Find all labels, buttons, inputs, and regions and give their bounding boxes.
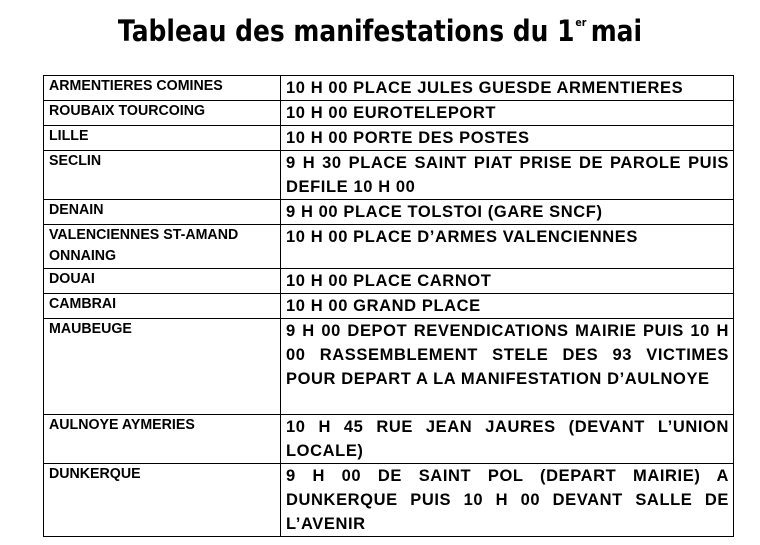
- details-cell: 10 H 00 PLACE JULES GUESDE ARMENTIERES: [281, 76, 734, 101]
- city-cell: LILLE: [44, 126, 281, 151]
- details-cell: 10 H 00 PORTE DES POSTES: [281, 126, 734, 151]
- city-cell: CAMBRAI: [44, 294, 281, 319]
- title-main: Tableau des manifestations du 1: [117, 14, 575, 48]
- city-cell: VALENCIENNES ST-AMAND ONNAING: [44, 225, 281, 269]
- table-row: [44, 225, 734, 269]
- details-cell: 9 H 00 DEPOT REVENDICATIONS MAIRIE PUIS 10 H 00 RASSEMBLEMENT STELE DES 93 VICTIMES POUR DEPART A LA MANIFESTATION D’AULNOYE: [281, 319, 734, 415]
- details-cell: 9 H 30 PLACE SAINT PIAT PRISE DE PAROLE PUIS DEFILE 10 H 00: [281, 151, 734, 200]
- details-cell: 9 H 00 PLACE TOLSTOI (GARE SNCF): [281, 200, 734, 225]
- city-cell: DOUAI: [44, 269, 281, 294]
- title-suffix: mai: [590, 14, 643, 48]
- city-cell: AULNOYE AYMERIES: [44, 415, 281, 464]
- city-cell: DUNKERQUE: [44, 464, 281, 537]
- table-row: [44, 101, 734, 126]
- city-cell: MAUBEUGE: [44, 319, 281, 415]
- title-superscript: er: [575, 16, 587, 29]
- table-row: [44, 76, 734, 101]
- events-table: [43, 75, 734, 537]
- table-row: [44, 464, 734, 537]
- city-cell: ARMENTIERES COMINES: [44, 76, 281, 101]
- table-row: [44, 415, 734, 464]
- city-cell: ROUBAIX TOURCOING: [44, 101, 281, 126]
- city-cell: SECLIN: [44, 151, 281, 200]
- details-cell: 10 H 00 PLACE CARNOT: [281, 269, 734, 294]
- details-cell: 10 H 00 EUROTELEPORT: [281, 101, 734, 126]
- table-row: [44, 269, 734, 294]
- details-cell: 10 H 00 PLACE D’ARMES VALENCIENNES: [281, 225, 734, 269]
- table-row: [44, 319, 734, 415]
- details-cell: 9 H 00 DE SAINT POL (DEPART MAIRIE) A DUNKERQUE PUIS 10 H 00 DEVANT SALLE DE L’AVENIR: [281, 464, 734, 537]
- details-cell: 10 H 45 RUE JEAN JAURES (DEVANT L’UNION LOCALE): [281, 415, 734, 464]
- table-row: [44, 126, 734, 151]
- table-row: [44, 151, 734, 200]
- page-title: [53, 14, 707, 48]
- details-cell: 10 H 00 GRAND PLACE: [281, 294, 734, 319]
- table-row: [44, 294, 734, 319]
- table-row: [44, 200, 734, 225]
- city-cell: DENAIN: [44, 200, 281, 225]
